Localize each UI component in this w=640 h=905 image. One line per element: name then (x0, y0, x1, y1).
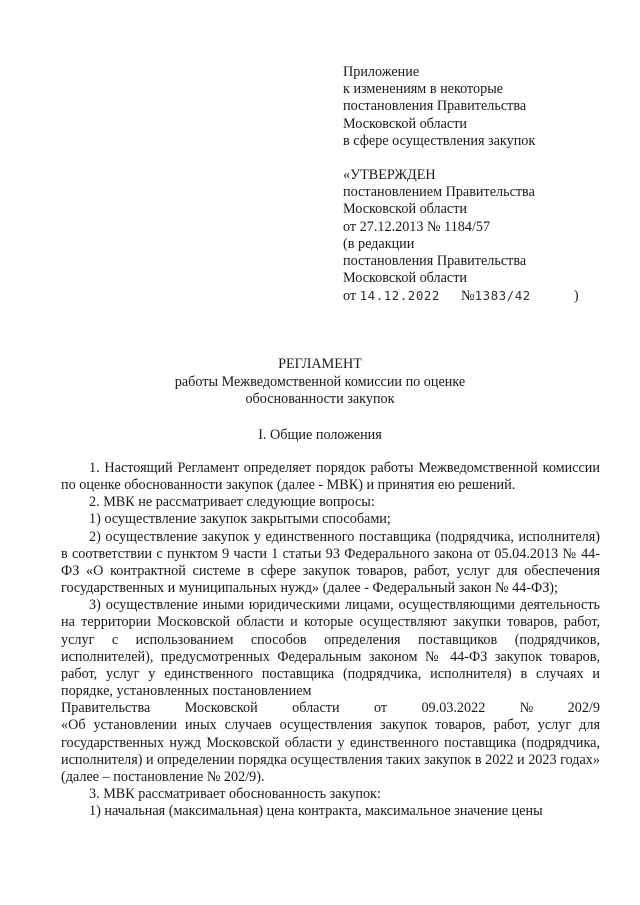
appendix-line: постановления Правительства (343, 98, 527, 115)
approved-line: Московской области (343, 201, 468, 218)
approved-line: постановления Правительства (343, 253, 527, 270)
paragraph-2: 2. МВК не рассматривает следующие вопросы: (89, 494, 375, 511)
title-line: работы Межведомственной комиссии по оценке (174, 373, 466, 390)
revision-date-line (343, 287, 613, 305)
list-item: 1) осуществление закупок закрытыми способами; (89, 511, 391, 528)
appendix-line: Московской области (343, 115, 468, 132)
paragraph-3: 3. МВК рассматривает обоснованность закупок: (89, 785, 381, 802)
number-stamp: 1383/42 (474, 288, 531, 304)
list-item: 1) начальная (максимальная) цена контракта, максимальное значение цены (89, 803, 543, 820)
title-heading: РЕГЛАМЕНТ (278, 356, 362, 372)
section-heading: I. Общие положения (258, 427, 382, 443)
approved-line: Московской области (343, 270, 468, 287)
appendix-line: к изменениям в некоторые (343, 81, 504, 98)
list-item-continuation: «Об установлении иных случаев осуществления закупок товаров, работ, услуг для государственных нужд Московской области у единственного поставщика (подрядчика, исполнителя) и определении порядка осуществления таких закупок в 2022 и 2023 годах» (далее – постановление № 202/9). (61, 717, 600, 785)
approved-line: от 27.12.2013 № 1184/57 (343, 218, 491, 235)
appendix-line: в сфере осуществления закупок (343, 132, 536, 149)
document-title (0, 356, 640, 409)
date-stamp: 14.12.2022 (359, 288, 440, 304)
ref-word: области (292, 700, 340, 717)
approval-block (343, 64, 613, 306)
ref-word: от (373, 700, 388, 717)
list-item: 3) осуществление иными юридическими лицами, осуществляющими деятельность на территории Московской области и которые осуществляют закупки товаров, работ, услуг с использованием способов определения поставщиков (подрядчиков, исполнителей), предусмотренных Федеральным законом № 44-ФЗ закупок товаров, работ, услуг у единственного поставщика (подрядчика, исполнителя) в случаях и порядке, установленных постановлением (61, 597, 600, 700)
approved-line: (в редакции (343, 235, 415, 252)
closing-paren: ) (573, 288, 579, 305)
list-item: 2) осуществление закупок у единственного поставщика (подрядчика, исполнителя) в соответствии с пунктом 9 части 1 статьи 93 Федерального закона от 05.04.2013 № 44-ФЗ «О контрактной системе в сфере закупок товаров, работ, услуг для обеспечения государственных и муниципальных нужд» (далее - Федеральный закон № 44-ФЗ); (61, 528, 600, 597)
ref-word: Московской (184, 700, 258, 717)
title-line: обоснованности закупок (245, 391, 395, 407)
ref-word: № (519, 700, 534, 717)
ref-word: 09.03.2022 (421, 700, 486, 717)
number-prefix: № (461, 288, 475, 305)
spacer (343, 150, 613, 167)
paragraph-1: 1. Настоящий Регламент определяет порядок работы Межведомственной комиссии по оценке обоснованности закупок (далее - МВК) и принятия ею решений. (61, 460, 600, 494)
appendix-line: Приложение (343, 64, 420, 80)
ref-word: 202/9 (567, 700, 600, 717)
ref-word: Правительства (61, 700, 151, 717)
approved-line: постановлением Правительства (343, 184, 535, 201)
date-prefix: от (343, 288, 357, 305)
resolution-reference-line (61, 700, 600, 717)
regulation-body (61, 460, 600, 820)
approved-line: «УТВЕРЖДЕН (343, 167, 436, 184)
